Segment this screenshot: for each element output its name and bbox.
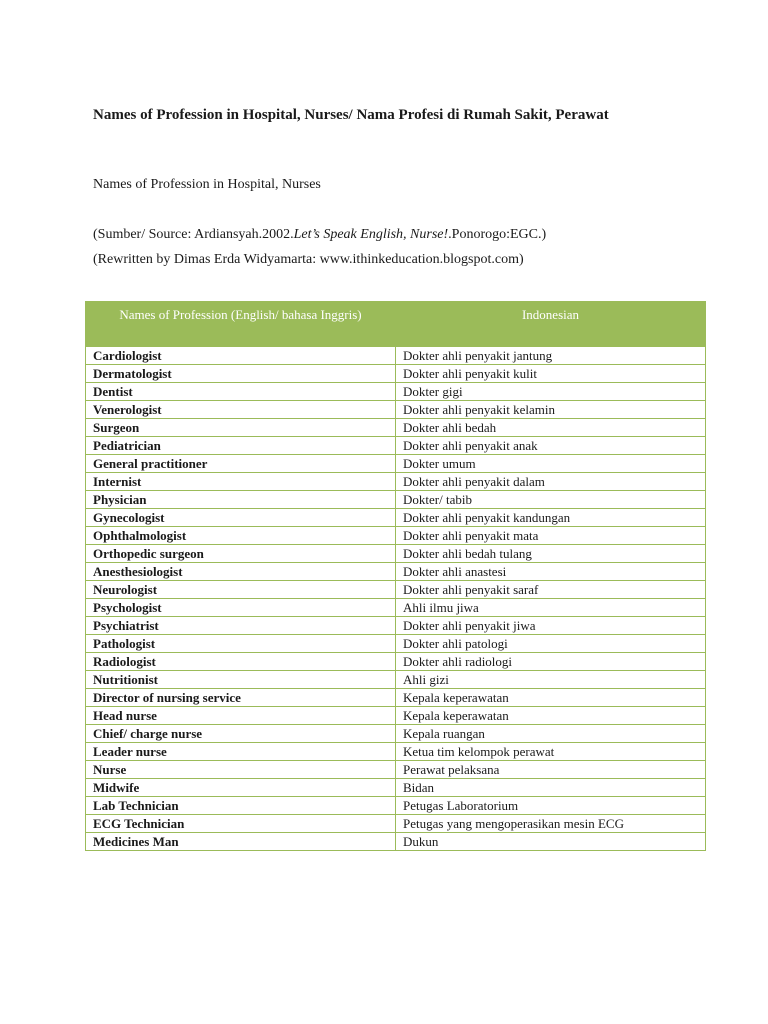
profession-indonesian: Dokter ahli penyakit jiwa bbox=[396, 617, 706, 635]
profession-english: Head nurse bbox=[86, 707, 396, 725]
profession-indonesian: Dokter ahli radiologi bbox=[396, 653, 706, 671]
header-english: Names of Profession (English/ bahasa Inggris) bbox=[86, 302, 396, 347]
table-row bbox=[86, 671, 706, 689]
table-row bbox=[86, 599, 706, 617]
table-row bbox=[86, 473, 706, 491]
table-row bbox=[86, 401, 706, 419]
profession-indonesian: Dokter ahli bedah tulang bbox=[396, 545, 706, 563]
profession-english: Pathologist bbox=[86, 635, 396, 653]
table-row bbox=[86, 491, 706, 509]
profession-english: Gynecologist bbox=[86, 509, 396, 527]
profession-english: Venerologist bbox=[86, 401, 396, 419]
table-row bbox=[86, 707, 706, 725]
profession-indonesian: Dokter ahli penyakit jantung bbox=[396, 347, 706, 365]
profession-indonesian: Kepala keperawatan bbox=[396, 707, 706, 725]
table-row bbox=[86, 689, 706, 707]
profession-english: Surgeon bbox=[86, 419, 396, 437]
profession-english: Leader nurse bbox=[86, 743, 396, 761]
table-row bbox=[86, 581, 706, 599]
table-row bbox=[86, 833, 706, 851]
source-book-title: Let’s Speak English, Nurse! bbox=[293, 227, 449, 242]
table-row bbox=[86, 761, 706, 779]
table-row bbox=[86, 779, 706, 797]
table-row bbox=[86, 653, 706, 671]
document-subtitle: Names of Profession in Hospital, Nurses bbox=[93, 177, 321, 192]
profession-english: Director of nursing service bbox=[86, 689, 396, 707]
profession-english: Radiologist bbox=[86, 653, 396, 671]
table-row bbox=[86, 347, 706, 365]
rewritten-credit: (Rewritten by Dimas Erda Widyamarta: www.ithinkeducation.blogspot.com) bbox=[93, 252, 524, 267]
profession-english: Physician bbox=[86, 491, 396, 509]
profession-english: Dentist bbox=[86, 383, 396, 401]
table-row bbox=[86, 635, 706, 653]
profession-english: Anesthesiologist bbox=[86, 563, 396, 581]
source-suffix: .Ponorogo:EGC.) bbox=[448, 227, 547, 242]
profession-english: Ophthalmologist bbox=[86, 527, 396, 545]
profession-english: Medicines Man bbox=[86, 833, 396, 851]
profession-indonesian: Bidan bbox=[396, 779, 706, 797]
profession-indonesian: Petugas Laboratorium bbox=[396, 797, 706, 815]
profession-table bbox=[85, 301, 706, 851]
profession-english: Pediatrician bbox=[86, 437, 396, 455]
table-row bbox=[86, 527, 706, 545]
table-row bbox=[86, 725, 706, 743]
table-row bbox=[86, 545, 706, 563]
table-row bbox=[86, 743, 706, 761]
table-row bbox=[86, 617, 706, 635]
profession-indonesian: Perawat pelaksana bbox=[396, 761, 706, 779]
profession-english: Lab Technician bbox=[86, 797, 396, 815]
profession-indonesian: Dokter gigi bbox=[396, 383, 706, 401]
profession-indonesian: Ketua tim kelompok perawat bbox=[396, 743, 706, 761]
profession-english: Orthopedic surgeon bbox=[86, 545, 396, 563]
profession-indonesian: Petugas yang mengoperasikan mesin ECG bbox=[396, 815, 706, 833]
profession-indonesian: Dukun bbox=[396, 833, 706, 851]
source-prefix: (Sumber/ Source: Ardiansyah.2002. bbox=[93, 227, 294, 242]
profession-english: Nutritionist bbox=[86, 671, 396, 689]
profession-indonesian: Dokter ahli penyakit mata bbox=[396, 527, 706, 545]
profession-indonesian: Kepala keperawatan bbox=[396, 689, 706, 707]
profession-english: Psychologist bbox=[86, 599, 396, 617]
profession-indonesian: Dokter ahli penyakit kulit bbox=[396, 365, 706, 383]
table-header-row bbox=[86, 302, 706, 347]
profession-indonesian: Dokter ahli bedah bbox=[396, 419, 706, 437]
profession-english: Midwife bbox=[86, 779, 396, 797]
source-citation bbox=[93, 226, 546, 244]
profession-english: Nurse bbox=[86, 761, 396, 779]
table-body bbox=[86, 347, 706, 851]
profession-english: Internist bbox=[86, 473, 396, 491]
header-indonesian: Indonesian bbox=[396, 302, 706, 347]
profession-english: Cardiologist bbox=[86, 347, 396, 365]
profession-english: Neurologist bbox=[86, 581, 396, 599]
profession-indonesian: Kepala ruangan bbox=[396, 725, 706, 743]
profession-english: Psychiatrist bbox=[86, 617, 396, 635]
table-row bbox=[86, 455, 706, 473]
profession-indonesian: Dokter/ tabib bbox=[396, 491, 706, 509]
profession-indonesian: Dokter ahli penyakit kandungan bbox=[396, 509, 706, 527]
profession-english: ECG Technician bbox=[86, 815, 396, 833]
profession-indonesian: Dokter ahli penyakit dalam bbox=[396, 473, 706, 491]
table-row bbox=[86, 797, 706, 815]
profession-indonesian: Dokter umum bbox=[396, 455, 706, 473]
profession-indonesian: Dokter ahli anastesi bbox=[396, 563, 706, 581]
profession-indonesian: Dokter ahli penyakit kelamin bbox=[396, 401, 706, 419]
profession-english: General practitioner bbox=[86, 455, 396, 473]
profession-indonesian: Ahli gizi bbox=[396, 671, 706, 689]
table-row bbox=[86, 419, 706, 437]
profession-indonesian: Dokter ahli penyakit saraf bbox=[396, 581, 706, 599]
table-row bbox=[86, 509, 706, 527]
profession-english: Dermatologist bbox=[86, 365, 396, 383]
document-title: Names of Profession in Hospital, Nurses/ Nama Profesi di Rumah Sakit, Perawat bbox=[93, 107, 609, 123]
table-row bbox=[86, 437, 706, 455]
profession-indonesian: Dokter ahli patologi bbox=[396, 635, 706, 653]
profession-english: Chief/ charge nurse bbox=[86, 725, 396, 743]
table-row bbox=[86, 383, 706, 401]
profession-indonesian: Ahli ilmu jiwa bbox=[396, 599, 706, 617]
table-row bbox=[86, 563, 706, 581]
table-row bbox=[86, 815, 706, 833]
profession-indonesian: Dokter ahli penyakit anak bbox=[396, 437, 706, 455]
table-row bbox=[86, 365, 706, 383]
